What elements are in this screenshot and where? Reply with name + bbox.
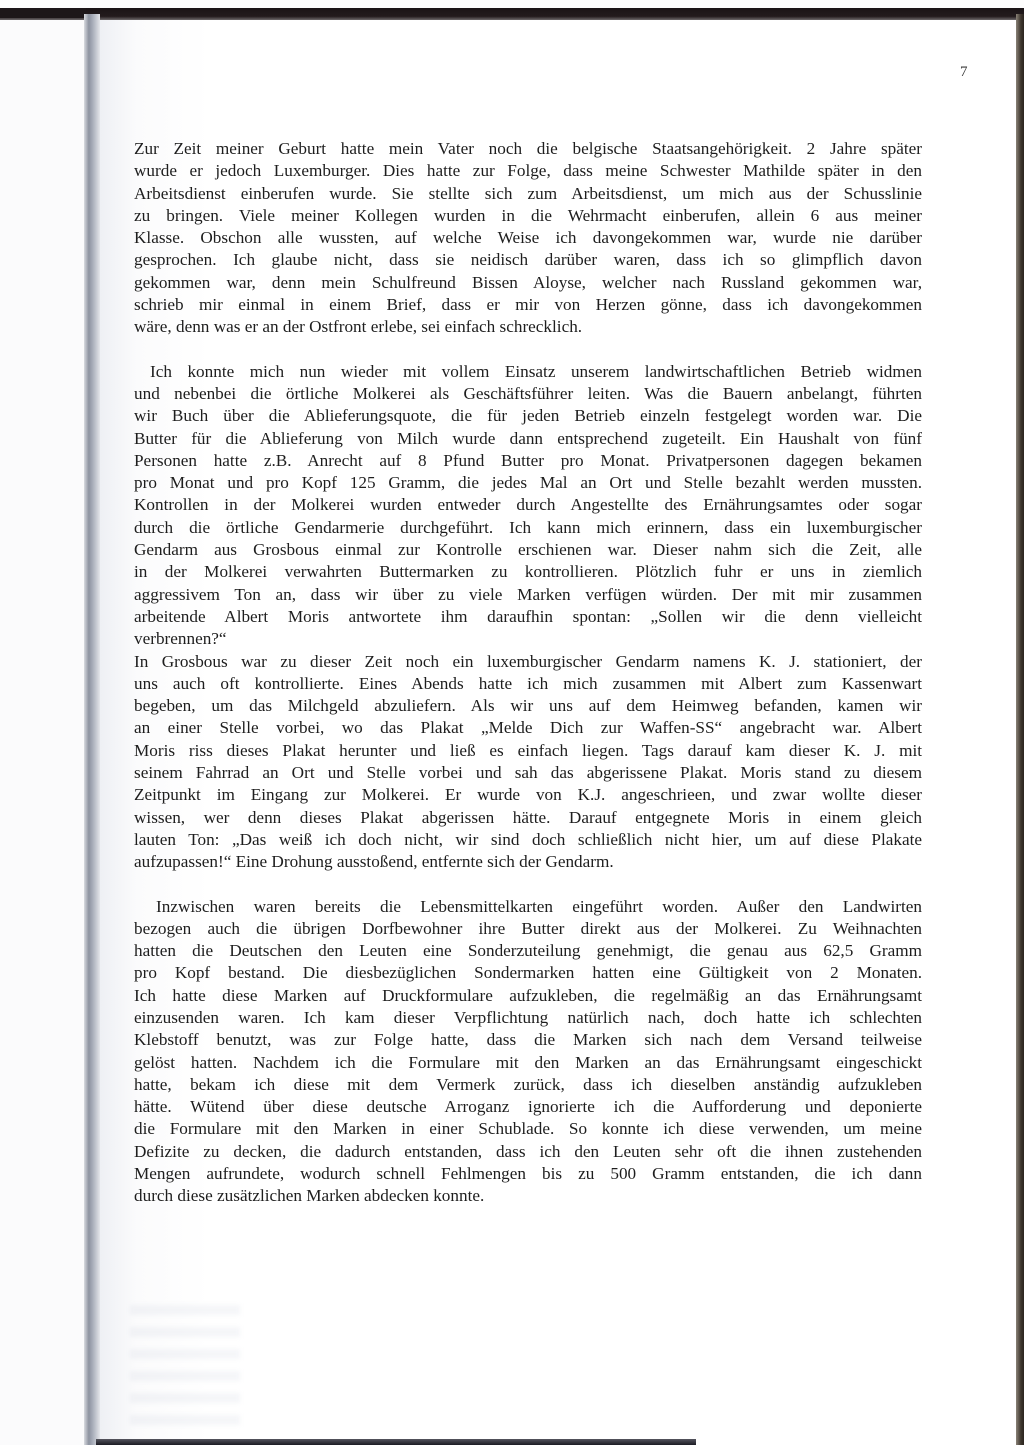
text-line: pro Monat und pro Kopf 125 Gramm, die jedes Mal an Ort und Stelle bezahlt werden mussten. [134,473,922,493]
text-line: aggressivem Ton an, dass wir über zu viele Marken verfügen würden. Der mit mir zusammen [134,584,922,604]
paragraph [134,651,922,874]
text-line: in der Molkerei verwahrten Buttermarken zu kontrollieren. Plötzlich fuhr er uns in ziemlich [134,562,922,582]
text-line: wissen, wer denn dieses Plakat abgerissen hätte. Darauf entgegnete Moris in einem gleich [134,807,922,827]
text-line: bezogen auch die übrigen Dorfbewohner ihre Butter direkt aus der Molkerei. Zu Weihnachten [134,918,922,938]
text-line: Zeitpunkt im Eingang zur Molkerei. Er wurde von K.J. angeschrieen, und zwar wollte dieser [134,785,922,805]
text-line: Ich konnte mich nun wieder mit vollem Einsatz unserem landwirtschaftlichen Betrieb widmen [150,361,922,381]
text-line: hatten die Deutschen den Leuten eine Sonderzuteilung genehmigt, die genau aus 62,5 Gramm [134,941,922,961]
text-line: gekommen war, denn mein Schulfreund Bissen Aloyse, welcher nach Russland gekommen war, [134,272,922,292]
text-line: die Formulare mit den Marken in einer Schublade. So konnte ich diese verwenden, um meine [134,1119,922,1139]
text-line: hatte, bekam ich diese mit dem Vermerk zurück, dass ich dieselben anständig aufzukleben [134,1074,922,1094]
text-line: begeben, um das Milchgeld abzuliefern. Als wir uns auf dem Heimweg befanden, kamen wir [134,696,922,716]
scanner-top-edge-left [0,8,86,18]
text-line: lauten Ton: „Das weiß ich doch nicht, wir sind doch schließlich nicht hier, um auf diese Plakate [134,829,922,849]
text-line: In Grosbous war zu dieser Zeit noch ein luxemburgischer Gendarm namens K. J. stationiert, der [134,651,922,671]
text-line: durch die örtliche Gendarmerie durchgeführt. Ich kann mich erinnern, dass ein luxemburgischer [134,517,922,537]
text-line: Butter für die Ablieferung von Milch wurde dann entsprechend zugeteilt. Ein Haushalt von fünf [134,428,922,448]
text-line: hätte. Wütend über diese deutsche Arroganz ignorierte ich die Aufforderung und deponierte [134,1097,922,1117]
text-line: Kontrollen in der Molkerei wurden entweder durch Angestellte des Ernährungsamtes oder sogar [134,495,922,515]
text-line: Arbeitsdienst einberufen wurde. Sie stellte sich zum Arbeitsdienst, um mich aus der Schusslinie [134,183,922,203]
text-line: schrieb mir einmal in einem Brief, dass er mir von Herzen gönne, dass ich davongekommen [134,295,922,315]
scanner-bottom-edge [96,1439,696,1445]
text-line: an einer Stelle vorbei, wo das Plakat „Melde Dich zur Waffen-SS“ angebracht war. Albert [134,718,922,738]
text-line: pro Kopf bestand. Die diesbezüglichen Sondermarken hatten eine Gültigkeit von 2 Monaten. [134,963,922,983]
paragraph [134,896,922,1208]
text-line: seinem Fahrrad an Ort und Stelle vorbei und sah das abgerissene Plakat. Moris stand zu diesem [134,763,922,783]
text-line: verbrennen?“ [134,629,227,649]
scanner-right-edge [1016,14,1024,1445]
text-line: Klebstoff benutzt, was zur Folge hatte, dass die Marken sich nach dem Versand teilweise [134,1030,922,1050]
text-line: gelöst hatten. Nachdem ich die Formulare mit den Marken an das Ernährungsamt eingeschickt [134,1052,922,1072]
scanner-top-edge [0,8,1024,20]
bleed-through-text [130,1305,240,1425]
text-line: durch diese zusätzlichen Marken abdecken konnte. [134,1186,485,1206]
text-line: arbeitende Albert Moris antwortete ihm daraufhin spontan: „Sollen wir die denn vielleicht [134,606,922,626]
text-line: Gendarm aus Grosbous einmal zur Kontrolle erschienen war. Dieser nahm sich die Zeit, alle [134,540,922,560]
text-line: wurde er jedoch Luxemburger. Dies hatte zur Folge, dass meine Schwester Mathilde später in den [134,161,922,181]
paragraph [134,361,922,651]
text-line: Ich hatte diese Marken auf Druckformulare aufzukleben, die regelmäßig an das Ernährungsamt [134,985,922,1005]
page-number: 7 [960,64,968,80]
text-line: aufzupassen!“ Eine Drohung ausstoßend, entfernte sich der Gendarm. [134,852,614,872]
book-gutter-shadow [84,14,100,1445]
text-line: Inzwischen waren bereits die Lebensmittelkarten eingeführt worden. Außer den Landwirten [156,896,922,916]
text-line: wir Buch über die Ablieferungsquote, die für jeden Betrieb einzeln festgelegt worden war. Die [134,406,922,426]
text-line: zu bringen. Viele meiner Kollegen wurden in die Wehrmacht einberufen, allein 6 aus meiner [134,205,922,225]
text-line: Mengen aufrundete, wodurch schnell Fehlmengen bis zu 500 Gramm entstanden, die ich dann [134,1164,922,1184]
text-line: Klasse. Obschon alle wussten, auf welche Weise ich davongekommen war, wurde nie darüber [134,228,922,248]
text-line: Moris riss dieses Plakat herunter und ließ es einfach liegen. Tags darauf kam dieser K. J. mit [134,740,922,760]
text-line: einzusenden waren. Ich kam dieser Verpflichtung natürlich nach, doch hatte ich schlechten [134,1007,922,1027]
text-line: Defizite zu decken, die dadurch entstanden, dass ich den Leuten sehr oft die ihnen zustehenden [134,1141,922,1161]
text-line: Zur Zeit meiner Geburt hatte mein Vater noch die belgische Staatsangehörigkeit. 2 Jahre später [134,139,922,158]
text-line: Personen hatte z.B. Anrecht auf 8 Pfund Butter pro Monat. Privatpersonen dagegen bekamen [134,450,922,470]
text-line: wäre, denn was er an der Ostfront erlebe, sei einfach schrecklich. [134,317,583,337]
text-line: gesprochen. Ich glaube nicht, dass sie neidisch darüber waren, dass ich so glimpflich davon [134,250,922,270]
paragraph [134,138,922,339]
text-line: uns auch oft kontrollierte. Eines Abends hatte ich mich zusammen mit Albert zum Kassenwart [134,673,922,693]
body-text [134,138,922,1208]
facing-page-edge [0,18,84,1445]
text-line: und nebenbei die örtliche Molkerei als Geschäftsführer leiten. Was die Bauern anbelangt, führten [134,383,922,403]
